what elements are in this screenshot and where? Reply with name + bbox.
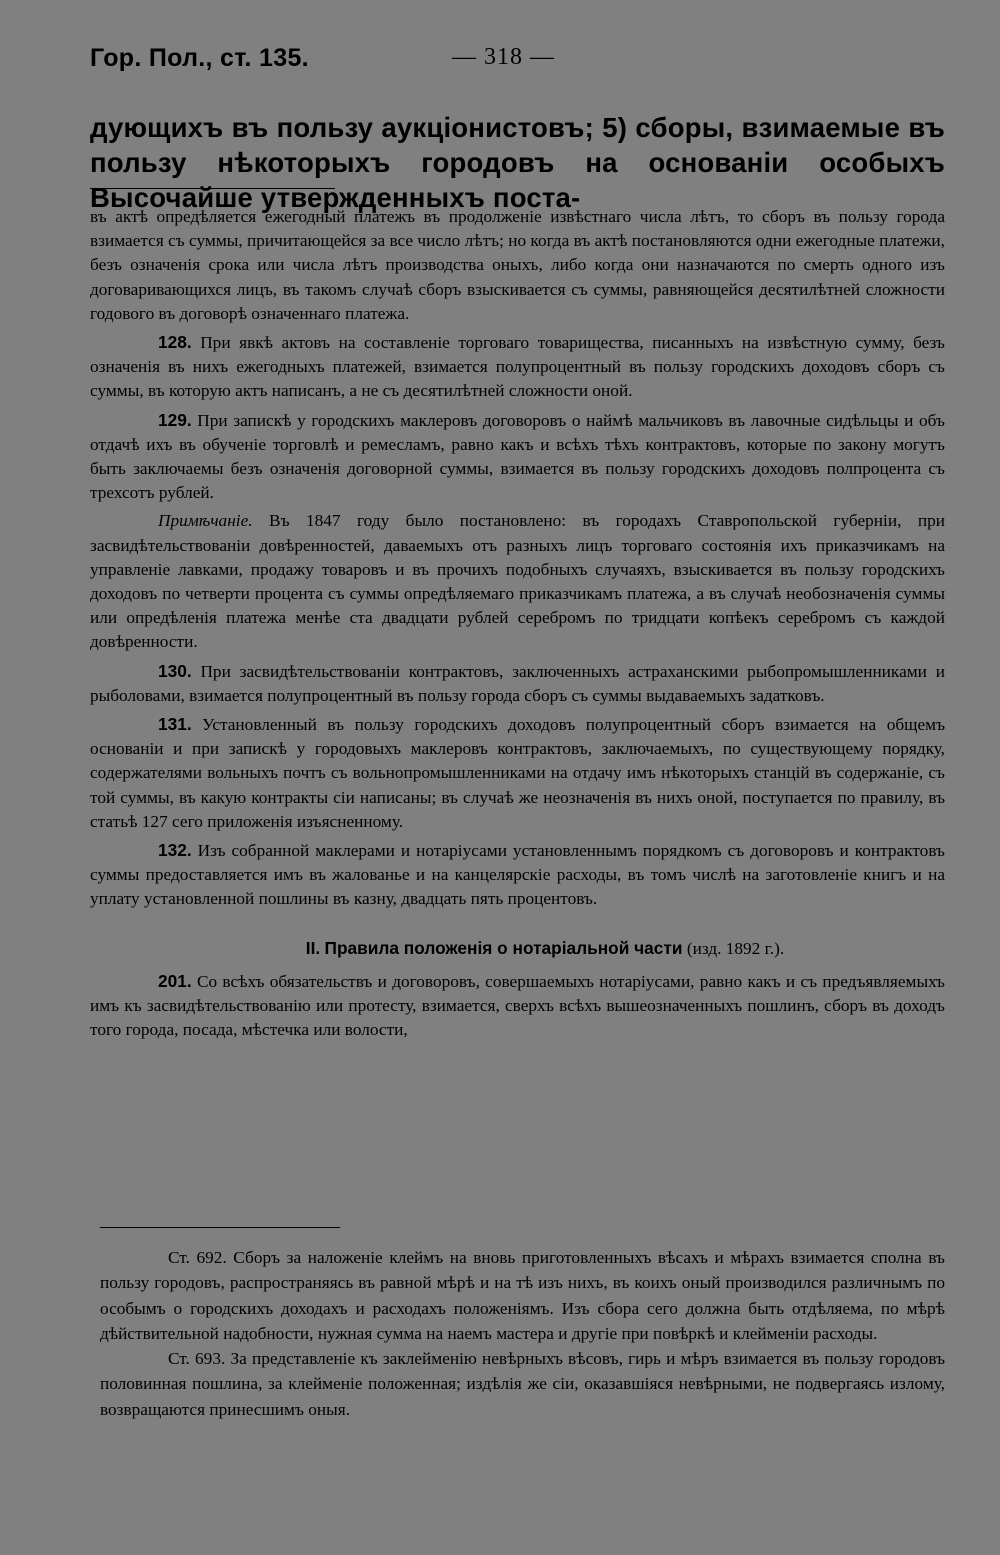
article-text: Со всѣхъ обязательствъ и договоровъ, совершаемыхъ нотаріусами, равно какъ и съ предъявляемыхъ имъ къ засвидѣтельствованію или протесту, взимается, сверхъ всѣхъ вышеозначенныхъ пошлинъ, сборъ въ доходъ того города, посада, мѣстечка или волости,: [90, 971, 945, 1040]
footnote-continuation: въ актѣ опредѣляется ежегодный платежъ въ продолженіе извѣстнаго числа лѣтъ, то сборъ въ пользу города взимается съ суммы, причитающейся за все число лѣтъ; но когда въ актѣ постановляются одни ежегодные платежи, безъ означенія срока или числа лѣтъ производства оныхъ, либо когда они назначаются по смерть одного изъ договаривающихся лицъ, въ такомъ случаѣ сборъ взыскивается съ суммы, равняющейся десятилѣтней сложности годового въ договорѣ означеннаго платежа.: [90, 207, 945, 323]
article-201: [90, 969, 945, 1043]
article-number: 132.: [158, 840, 192, 861]
main-text: дующихъ въ пользу аукціонистовъ; 5) сборы, взимаемые въ пользу нѣкоторыхъ городовъ на основаніи особыхъ Высочайше утвержденныхъ поста-: [90, 112, 945, 213]
page-header: [90, 40, 950, 90]
article-129: [90, 408, 945, 506]
article-693: [100, 1346, 945, 1422]
footnote-rule: [90, 188, 335, 189]
running-head: Гор. Пол., ст. 135.: [90, 44, 309, 72]
article-692: [100, 1245, 945, 1346]
section-heading: [90, 936, 945, 961]
article-text: При засвидѣтельствованіи контрактовъ, заключенныхъ астраханскими рыбопромышленниками и рыболовами, взимается полупроцентный въ пользу города сборъ съ суммы выдаваемыхъ задатковъ.: [90, 661, 945, 705]
article-130: [90, 659, 945, 708]
footnote-lower: [100, 1245, 945, 1422]
article-text: За представленіе къ заклейменію невѣрныхъ вѣсовъ, гирь и мѣръ взимается въ пользу городовъ половинная пошлина, за клейменіе положенная; издѣлія же сіи, оказавшіяся невѣрными, не подвергаясь излому, возвращаются принесшимъ оныя.: [100, 1349, 946, 1419]
article-text: При запискѣ у городскихъ маклеровъ договоровъ о наймѣ мальчиковъ въ лавочные сидѣльцы и объ отдачѣ ихъ въ обученіе торговлѣ и ремесламъ, равно какъ и всѣхъ тѣхъ контрактовъ, которые по закону могутъ быть заключаемы безъ означенія договорной суммы, взимается въ пользу городскихъ доходовъ полпроцента съ трехсотъ рублей.: [90, 410, 945, 503]
article-number: 129.: [158, 409, 192, 430]
article-text: При явкѣ актовъ на составленіе торговаго товарищества, писанныхъ на извѣстную сумму, безъ означенія въ нихъ ежегодныхъ платежей, взимается полупроцентный въ пользу городскихъ доходовъ сборъ съ суммы, въ которую актъ написанъ, а не съ десятилѣтней сложности оной.: [90, 333, 945, 401]
footnote-upper: [90, 205, 945, 1047]
section-roman-number: II.: [305, 937, 321, 958]
note: [90, 509, 945, 654]
article-text: Изъ собранной маклерами и нотаріусами установленнымъ порядкомъ съ договоровъ и контрактовъ суммы предоставляется имъ въ жалованье и на канцелярскіе расходы, въ томъ числѣ на заготовленіе книгъ и на уплату установленной пошлины въ казну, двадцать пять процентовъ.: [90, 841, 945, 909]
note-label: Примѣчаніе.: [158, 511, 253, 531]
article-132: [90, 838, 945, 912]
article-number: Ст. 692.: [168, 1248, 227, 1267]
article-text: Установленный въ пользу городскихъ доходовъ полупроцентный сборъ взимается на общемъ основаніи и при запискѣ у городовыхъ маклеровъ контрактовъ, заключаемыхъ, по существующему порядку, содержателями вольныхъ почтъ съ вольнопромышленниками на отдачу имъ нѣкоторыхъ станцій въ содержаніе, съ той суммы, въ какую контракты сіи написаны; въ случаѣ же неозначенія въ нихъ оной, поступается по правилу, въ статьѣ 127 сего приложенія изъясненному.: [90, 715, 945, 831]
section-title-text: Правила положенія о нотаріальной части: [324, 937, 683, 958]
footnote-rule: [100, 1227, 340, 1228]
note-text: Въ 1847 году было постановлено: въ городахъ Ставропольской губерніи, при засвидѣтельствованіи довѣренностей, даваемыхъ отъ разныхъ лицъ торговаго состоянія ихъ приказчикамъ на управленіе лавками, продажу товаровъ и въ прочихъ подобныхъ случаяхъ, взыскивается въ пользу городскихъ доходовъ по четверти процента съ суммы опредѣляемаго приказчикамъ платежа, а въ случаѣ необозначенія суммы или опредѣленія платежа менѣе ста двадцати рублей серебромъ по тридцати копѣекъ серебромъ съ каждой довѣренности.: [90, 511, 945, 652]
article-128: [90, 330, 945, 404]
section-edition: (изд. 1892 г.).: [686, 938, 785, 958]
article-text: Сборъ за наложеніе клеймъ на вновь приготовленныхъ вѣсахъ и мѣрахъ взимается сполна въ пользу городовъ, распространяясь въ равной мѣрѣ и на тѣ изъ нихъ, въ коихъ оный производился различнымъ по особымъ о городскихъ доходахъ и расходахъ положеніямъ. Изъ сбора сего должна быть отдѣляема, по мѣрѣ дѣйствительной надобности, нужная сумма на наемъ мастера и другіе при повѣркѣ и клейменіи расходы.: [100, 1248, 945, 1343]
article-number: 128.: [158, 332, 192, 353]
article-number: Ст. 693.: [168, 1349, 226, 1369]
article-131: [90, 712, 945, 834]
article-number: 201.: [158, 970, 192, 991]
article-number: 130.: [158, 660, 192, 681]
article-number: 131.: [158, 714, 192, 735]
page-number: — 318 —: [452, 44, 555, 70]
